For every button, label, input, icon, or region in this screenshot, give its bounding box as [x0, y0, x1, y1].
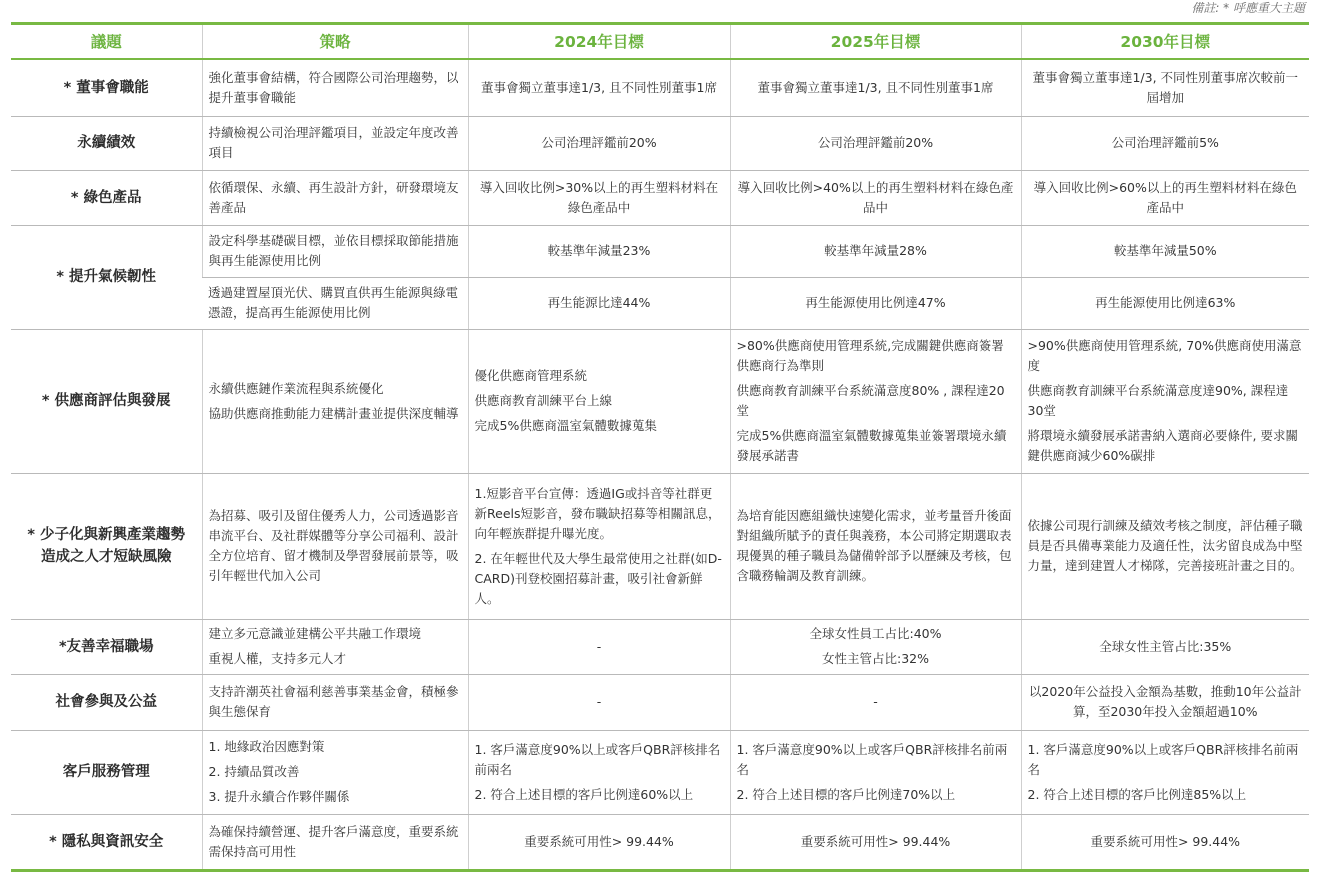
- target-2030-climate-b: 再生能源使用比例達63%: [1021, 277, 1309, 329]
- issue-talent-2: 造成之人才短缺風險: [41, 549, 172, 565]
- strategy-climate-b: 透過建置屋頂光伏、購買直供再生能源與綠電憑證，提高再生能源使用比例: [202, 277, 468, 329]
- strategy-privacy: 為確保持續營運、提升客戶滿意度，重要系統需保持高可用性: [202, 814, 468, 870]
- issue-supplier: * 供應商評估與發展: [11, 329, 202, 473]
- target-2024-green: 導入回收比例>30%以上的再生塑料材料在綠色產品中: [468, 170, 730, 225]
- issue-sustain: 永續績效: [11, 116, 202, 170]
- issue-customer: 客戶服務管理: [11, 730, 202, 814]
- strategy-customer-2: 2. 持續品質改善: [208, 764, 300, 779]
- strategy-supplier: [202, 329, 468, 473]
- strategy-supplier-2: 協助供應商推動能力建構計畫並提供深度輔導: [208, 405, 459, 421]
- target-2025-customer: [730, 730, 1021, 814]
- target-2025-supplier-1: >80%供應商使用管理系統,完成關鍵供應商簽署供應商行為準則: [736, 338, 1004, 373]
- strategy-customer: [202, 730, 468, 814]
- header-2030: 2030年目標: [1021, 24, 1309, 60]
- row-supplier: [11, 329, 1309, 473]
- target-2025-sustain: 公司治理評鑑前20%: [730, 116, 1021, 170]
- target-2025-workplace-1: 全球女性員工占比:40%: [809, 626, 942, 641]
- target-2024-customer-1: 1. 客戶滿意度90%以上或客戶QBR評核排名前兩名: [474, 741, 721, 777]
- target-2024-supplier: [468, 329, 730, 473]
- target-2024-social: -: [468, 674, 730, 730]
- target-2030-talent: 依據公司現行訓練及績效考核之制度，評估種子職員是否具備專業能力及適任性，汰劣留良成為中堅力量，達到建置人才梯隊，完善接班計畫之目的。: [1021, 473, 1309, 619]
- row-sustain: [11, 116, 1309, 170]
- row-climate-b: [11, 277, 1309, 329]
- target-2024-climate-b: 再生能源比達44%: [468, 277, 730, 329]
- issue-climate: * 提升氣候韌性: [11, 225, 202, 329]
- strategy-workplace-2: 重視人權，支持多元人才: [208, 651, 347, 666]
- target-2030-supplier-2: 供應商教育訓練平台系統滿意度達90%, 課程達30堂: [1027, 383, 1289, 418]
- row-climate-a: [11, 225, 1309, 277]
- row-green: [11, 170, 1309, 225]
- strategy-board: 強化董事會結構，符合國際公司治理趨勢，以提升董事會職能: [202, 59, 468, 116]
- target-2024-talent-1: 1.短影音平台宣傳：透過IG或抖音等社群更新Reels短影音，發布職缺招募等相關訊息， 向年輕族群提升曝光度。: [474, 485, 721, 541]
- target-2024-board: 董事會獨立董事達1/3, 且不同性別董事1席: [468, 59, 730, 116]
- target-2025-customer-2: 2. 符合上述目標的客戶比例達70%以上: [736, 786, 956, 802]
- target-2024-workplace: -: [468, 619, 730, 674]
- issue-social: 社會參與及公益: [11, 674, 202, 730]
- header-strategy: 策略: [202, 24, 468, 60]
- target-2024-talent: [468, 473, 730, 619]
- strategy-talent: 為招募、吸引及留住優秀人力，公司透過影音串流平台、及社群媒體等分享公司福利、設計全方位培育、留才機制及學習發展前景等，吸引年輕世代加入公司: [202, 473, 468, 619]
- header-2025: 2025年目標: [730, 24, 1021, 60]
- issue-workplace: *友善幸福職場: [11, 619, 202, 674]
- target-2025-board: 董事會獨立董事達1/3, 且不同性別董事1席: [730, 59, 1021, 116]
- row-talent: [11, 473, 1309, 619]
- target-2030-supplier-3: 將環境永續發展承諾書納入選商必要條件, 要求關鍵供應商減少60%碳排: [1027, 428, 1298, 463]
- target-2025-talent: 為培育能因應組織快速變化需求，並考量晉升後面對組織所賦予的責任與義務，本公司將定期選取表現優異的種子職員為儲備幹部予以歷練及考核，包含職務輪調及教育訓練。: [730, 473, 1021, 619]
- strategy-workplace: [202, 619, 468, 674]
- target-2024-customer-2: 2. 符合上述目標的客戶比例達60%以上: [474, 786, 694, 802]
- target-2025-social: -: [730, 674, 1021, 730]
- issue-privacy: * 隱私與資訊安全: [11, 814, 202, 870]
- target-2025-climate-b: 再生能源使用比例達47%: [730, 277, 1021, 329]
- strategy-supplier-1: 永續供應鏈作業流程與系統優化: [208, 380, 384, 396]
- target-2025-green: 導入回收比例>40%以上的再生塑料材料在綠色產品中: [730, 170, 1021, 225]
- issue-talent-1: * 少子化與新興產業趨勢: [27, 527, 186, 543]
- row-customer: [11, 730, 1309, 814]
- target-2030-customer-1: 1. 客戶滿意度90%以上或客戶QBR評核排名前兩名: [1027, 741, 1299, 777]
- esg-targets-table: [11, 22, 1309, 872]
- target-2030-board: 董事會獨立董事達1/3, 不同性別董事席次較前一屆增加: [1021, 59, 1309, 116]
- row-board: [11, 59, 1309, 116]
- row-social: [11, 674, 1309, 730]
- footnote: 備註: * 呼應重大主題: [1191, 1, 1305, 15]
- target-2024-supplier-2: 供應商教育訓練平台上線: [474, 393, 613, 408]
- header-row: [11, 24, 1309, 60]
- target-2024-supplier-1: 優化供應商管理系統: [474, 368, 588, 383]
- issue-green: * 綠色產品: [11, 170, 202, 225]
- target-2025-customer-1: 1. 客戶滿意度90%以上或客戶QBR評核排名前兩名: [736, 741, 1008, 777]
- strategy-climate-a: 設定科學基礎碳目標，並依目標採取節能措施與再生能源使用比例: [202, 225, 468, 277]
- header-2024: 2024年目標: [468, 24, 730, 60]
- strategy-customer-3: 3. 提升永續合作夥伴關係: [208, 789, 350, 804]
- issue-board: * 董事會職能: [11, 59, 202, 116]
- target-2024-supplier-3: 完成5%供應商溫室氣體數據蒐集: [474, 418, 657, 433]
- strategy-sustain: 持續檢視公司治理評鑑項目，並設定年度改善項目: [202, 116, 468, 170]
- row-privacy: [11, 814, 1309, 870]
- target-2030-green: 導入回收比例>60%以上的再生塑料材料在綠色產品中: [1021, 170, 1309, 225]
- target-2025-supplier: [730, 329, 1021, 473]
- issue-talent: [11, 473, 202, 619]
- strategy-customer-1: 1. 地緣政治因應對策: [208, 739, 325, 754]
- target-2030-customer: [1021, 730, 1309, 814]
- target-2025-climate-a: 較基準年減量28%: [730, 225, 1021, 277]
- target-2030-climate-a: 較基準年減量50%: [1021, 225, 1309, 277]
- target-2025-supplier-3: 完成5%供應商溫室氣體數據蒐集並簽署環境永續發展承諾書: [736, 428, 1007, 463]
- target-2030-customer-2: 2. 符合上述目標的客戶比例達85%以上: [1027, 786, 1247, 802]
- target-2030-supplier-1: >90%供應商使用管理系統, 70%供應商使用滿意度: [1027, 338, 1302, 373]
- target-2024-climate-a: 較基準年減量23%: [468, 225, 730, 277]
- target-2025-workplace: [730, 619, 1021, 674]
- target-2025-supplier-2: 供應商教育訓練平台系統滿意度80% , 課程達20堂: [736, 383, 1005, 418]
- target-2024-talent-2: 2. 在年輕世代及大學生最常使用之社群(如D-CARD)刊登校園招募計畫，吸引社會新鮮人。: [474, 550, 722, 606]
- target-2030-supplier: [1021, 329, 1309, 473]
- target-2030-workplace: 全球女性主管占比:35%: [1021, 619, 1309, 674]
- target-2025-privacy: 重要系統可用性> 99.44%: [730, 814, 1021, 870]
- target-2030-privacy: 重要系統可用性> 99.44%: [1021, 814, 1309, 870]
- target-2024-sustain: 公司治理評鑑前20%: [468, 116, 730, 170]
- strategy-green: 依循環保、永續、再生設計方針，研發環境友善產品: [202, 170, 468, 225]
- target-2025-workplace-2: 女性主管占比:32%: [822, 651, 929, 666]
- strategy-social: 支持許潮英社會福利慈善事業基金會，積極參與生態保育: [202, 674, 468, 730]
- target-2030-social: 以2020年公益投入金額為基數，推動10年公益計算，至2030年投入金額超過10%: [1021, 674, 1309, 730]
- row-workplace: [11, 619, 1309, 674]
- target-2024-customer: [468, 730, 730, 814]
- target-2030-sustain: 公司治理評鑑前5%: [1021, 116, 1309, 170]
- header-issue: 議題: [11, 24, 202, 60]
- target-2024-privacy: 重要系統可用性> 99.44%: [468, 814, 730, 870]
- strategy-workplace-1: 建立多元意識並建構公平共融工作環境: [208, 626, 422, 641]
